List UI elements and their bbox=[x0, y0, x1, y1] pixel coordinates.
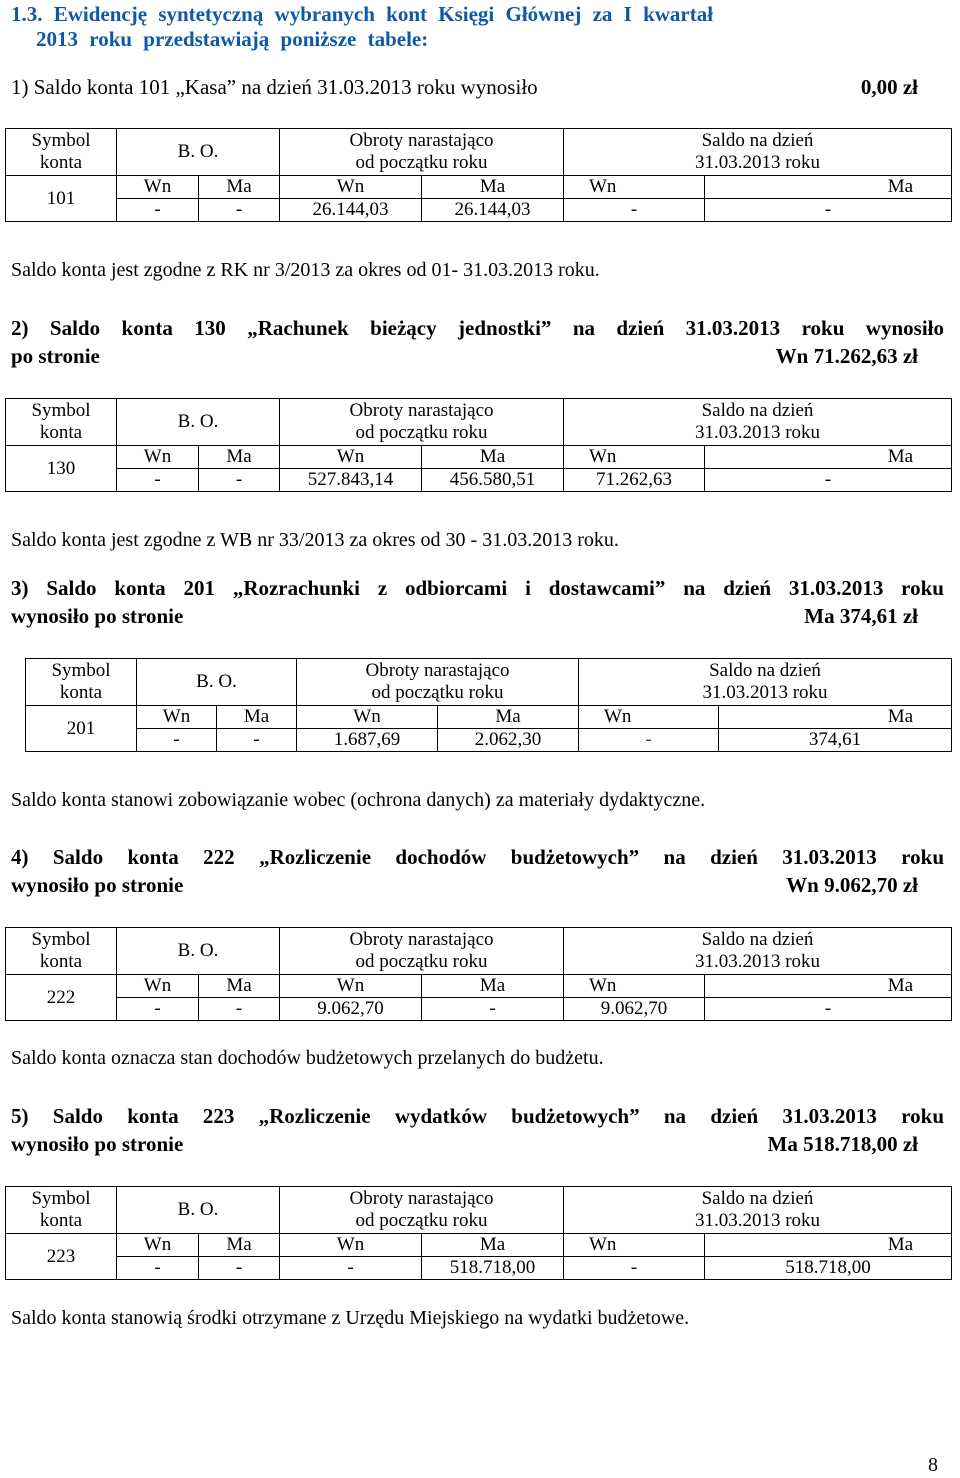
symbol-header: Symbol konta bbox=[6, 399, 117, 446]
section-note: Saldo konta stanowi zobowiązanie wobec (ochrona danych) za materiały dydaktyczne. bbox=[11, 789, 706, 811]
ledger-table-201 bbox=[25, 658, 952, 752]
page-number: 8 bbox=[928, 1454, 938, 1476]
balance-amount: 0,00 zł bbox=[860, 75, 918, 99]
bo-ma-value: - bbox=[217, 729, 297, 752]
bo-header: B. O. bbox=[117, 1187, 280, 1234]
turnover-wn-value: 1.687,69 bbox=[297, 729, 438, 752]
turnover-ma-value: 518.718,00 bbox=[422, 1257, 564, 1280]
balance-wn-value: - bbox=[564, 1257, 705, 1280]
section-title: 2) Saldo konta 130 „Rachunek bieżący jednostki” na dzień 31.03.2013 roku wynosiło bbox=[11, 316, 944, 340]
bo-ma-value: - bbox=[199, 199, 280, 222]
balance-amount: Ma 374,61 zł bbox=[804, 604, 918, 628]
balance-amount: Wn 71.262,63 zł bbox=[775, 344, 918, 368]
bo-header: B. O. bbox=[137, 659, 297, 706]
turnover-wn-header: Wn bbox=[280, 446, 422, 469]
bo-wn-header: Wn bbox=[117, 176, 199, 199]
turnover-wn-value: 26.144,03 bbox=[280, 199, 422, 222]
turnover-wn-header: Wn bbox=[280, 1234, 422, 1257]
turnover-ma-header: Ma bbox=[438, 706, 579, 729]
turnover-ma-header: Ma bbox=[422, 975, 564, 998]
bo-wn-value: - bbox=[137, 729, 217, 752]
balance-wn-header: Wn bbox=[564, 176, 705, 199]
balance-amount: Ma 518.718,00 zł bbox=[767, 1132, 918, 1156]
turnover-wn-header: Wn bbox=[280, 176, 422, 199]
turnover-wn-header: Wn bbox=[280, 975, 422, 998]
bo-ma-value: - bbox=[199, 998, 280, 1021]
ledger-table-130 bbox=[5, 398, 952, 492]
balance-ma-header: Ma bbox=[705, 176, 952, 199]
section-title-text: 1) Saldo konta 101 „Kasa” na dzień 31.03.2013 roku wynosiło bbox=[11, 75, 538, 99]
turnover-ma-value: 2.062,30 bbox=[438, 729, 579, 752]
turnover-header: Obroty narastająco od początku roku bbox=[280, 928, 564, 975]
turnover-ma-header: Ma bbox=[422, 446, 564, 469]
section-title-line2 bbox=[11, 602, 944, 630]
section-heading bbox=[11, 2, 945, 52]
bo-header: B. O. bbox=[117, 928, 280, 975]
turnover-ma-value: 26.144,03 bbox=[422, 199, 564, 222]
balance-header: Saldo na dzień 31.03.2013 roku bbox=[564, 1187, 952, 1234]
bo-ma-header: Ma bbox=[217, 706, 297, 729]
side-label: wynosiło po stronie bbox=[11, 1132, 184, 1156]
balance-ma-value: 374,61 bbox=[719, 729, 952, 752]
bo-wn-value: - bbox=[117, 998, 199, 1021]
section-title-line2 bbox=[11, 1130, 944, 1158]
bo-ma-header: Ma bbox=[199, 1234, 280, 1257]
turnover-wn-header: Wn bbox=[297, 706, 438, 729]
balance-header: Saldo na dzień 31.03.2013 roku bbox=[564, 399, 952, 446]
balance-header: Saldo na dzień 31.03.2013 roku bbox=[579, 659, 952, 706]
ledger-table-101 bbox=[5, 128, 952, 222]
bo-wn-value: - bbox=[117, 1257, 199, 1280]
bo-ma-header: Ma bbox=[199, 176, 280, 199]
turnover-ma-value: 456.580,51 bbox=[422, 469, 564, 492]
balance-ma-header: Ma bbox=[705, 446, 952, 469]
turnover-header: Obroty narastająco od początku roku bbox=[280, 399, 564, 446]
side-label: wynosiło po stronie bbox=[11, 873, 184, 897]
side-label: wynosiło po stronie bbox=[11, 604, 184, 628]
section-223 bbox=[11, 1102, 944, 1158]
account-symbol: 130 bbox=[6, 446, 117, 492]
balance-ma-value: - bbox=[705, 199, 952, 222]
turnover-header: Obroty narastająco od początku roku bbox=[280, 1187, 564, 1234]
heading-line-2: 2013 roku przedstawiają poniższe tabele: bbox=[36, 27, 429, 51]
bo-wn-value: - bbox=[117, 469, 199, 492]
bo-wn-header: Wn bbox=[117, 1234, 199, 1257]
balance-ma-value: 518.718,00 bbox=[705, 1257, 952, 1280]
balance-amount: Wn 9.062,70 zł bbox=[786, 873, 918, 897]
symbol-header: Symbol konta bbox=[6, 1187, 117, 1234]
section-title-line2 bbox=[11, 342, 944, 370]
symbol-header: Symbol konta bbox=[26, 659, 137, 706]
section-130 bbox=[11, 314, 944, 370]
symbol-header: Symbol konta bbox=[6, 129, 117, 176]
bo-header: B. O. bbox=[117, 129, 280, 176]
section-101 bbox=[11, 73, 944, 101]
turnover-wn-value: 527.843,14 bbox=[280, 469, 422, 492]
balance-header: Saldo na dzień 31.03.2013 roku bbox=[564, 129, 952, 176]
bo-ma-value: - bbox=[199, 469, 280, 492]
bo-wn-value: - bbox=[117, 199, 199, 222]
ledger-table-223 bbox=[5, 1186, 952, 1280]
turnover-wn-value: 9.062,70 bbox=[280, 998, 422, 1021]
turnover-header: Obroty narastająco od początku roku bbox=[280, 129, 564, 176]
symbol-header: Symbol konta bbox=[6, 928, 117, 975]
turnover-header: Obroty narastająco od początku roku bbox=[297, 659, 579, 706]
section-note: Saldo konta jest zgodne z WB nr 33/2013 za okres od 30 - 31.03.2013 roku. bbox=[11, 529, 619, 551]
section-title: 3) Saldo konta 201 „Rozrachunki z odbiorcami i dostawcami” na dzień 31.03.2013 roku bbox=[11, 576, 944, 600]
turnover-wn-value: - bbox=[280, 1257, 422, 1280]
ledger-table-222 bbox=[5, 927, 952, 1021]
account-symbol: 222 bbox=[6, 975, 117, 1021]
bo-ma-header: Ma bbox=[199, 975, 280, 998]
section-201 bbox=[11, 574, 944, 630]
side-label: po stronie bbox=[11, 344, 100, 368]
balance-wn-header: Wn bbox=[564, 975, 705, 998]
turnover-ma-header: Ma bbox=[422, 1234, 564, 1257]
balance-header: Saldo na dzień 31.03.2013 roku bbox=[564, 928, 952, 975]
account-symbol: 223 bbox=[6, 1234, 117, 1280]
balance-wn-value: - bbox=[579, 729, 719, 752]
turnover-ma-header: Ma bbox=[422, 176, 564, 199]
balance-wn-header: Wn bbox=[564, 446, 705, 469]
bo-wn-header: Wn bbox=[117, 446, 199, 469]
bo-wn-header: Wn bbox=[137, 706, 217, 729]
account-symbol: 101 bbox=[6, 176, 117, 222]
balance-wn-header: Wn bbox=[579, 706, 719, 729]
balance-wn-header: Wn bbox=[564, 1234, 705, 1257]
heading-line-1: 1.3. Ewidencję syntetyczną wybranych kont Księgi Głównej za I kwartał bbox=[11, 2, 714, 26]
balance-ma-value: - bbox=[705, 998, 952, 1021]
section-note: Saldo konta oznacza stan dochodów budżetowych przelanych do budżetu. bbox=[11, 1047, 604, 1069]
balance-wn-value: - bbox=[564, 199, 705, 222]
balance-ma-value: - bbox=[705, 469, 952, 492]
balance-ma-header: Ma bbox=[705, 1234, 952, 1257]
account-symbol: 201 bbox=[26, 706, 137, 752]
section-title: 5) Saldo konta 223 „Rozliczenie wydatków budżetowych” na dzień 31.03.2013 roku bbox=[11, 1104, 944, 1128]
bo-header: B. O. bbox=[117, 399, 280, 446]
balance-wn-value: 71.262,63 bbox=[564, 469, 705, 492]
balance-ma-header: Ma bbox=[705, 975, 952, 998]
bo-ma-header: Ma bbox=[199, 446, 280, 469]
section-note: Saldo konta jest zgodne z RK nr 3/2013 za okres od 01- 31.03.2013 roku. bbox=[11, 259, 600, 281]
section-title bbox=[11, 73, 944, 101]
section-note: Saldo konta stanowią środki otrzymane z Urzędu Miejskiego na wydatki budżetowe. bbox=[11, 1307, 690, 1329]
balance-wn-value: 9.062,70 bbox=[564, 998, 705, 1021]
section-title: 4) Saldo konta 222 „Rozliczenie dochodów budżetowych” na dzień 31.03.2013 roku bbox=[11, 845, 944, 869]
balance-ma-header: Ma bbox=[719, 706, 952, 729]
bo-ma-value: - bbox=[199, 1257, 280, 1280]
turnover-ma-value: - bbox=[422, 998, 564, 1021]
section-title-line2 bbox=[11, 871, 944, 899]
bo-wn-header: Wn bbox=[117, 975, 199, 998]
section-222 bbox=[11, 843, 944, 899]
